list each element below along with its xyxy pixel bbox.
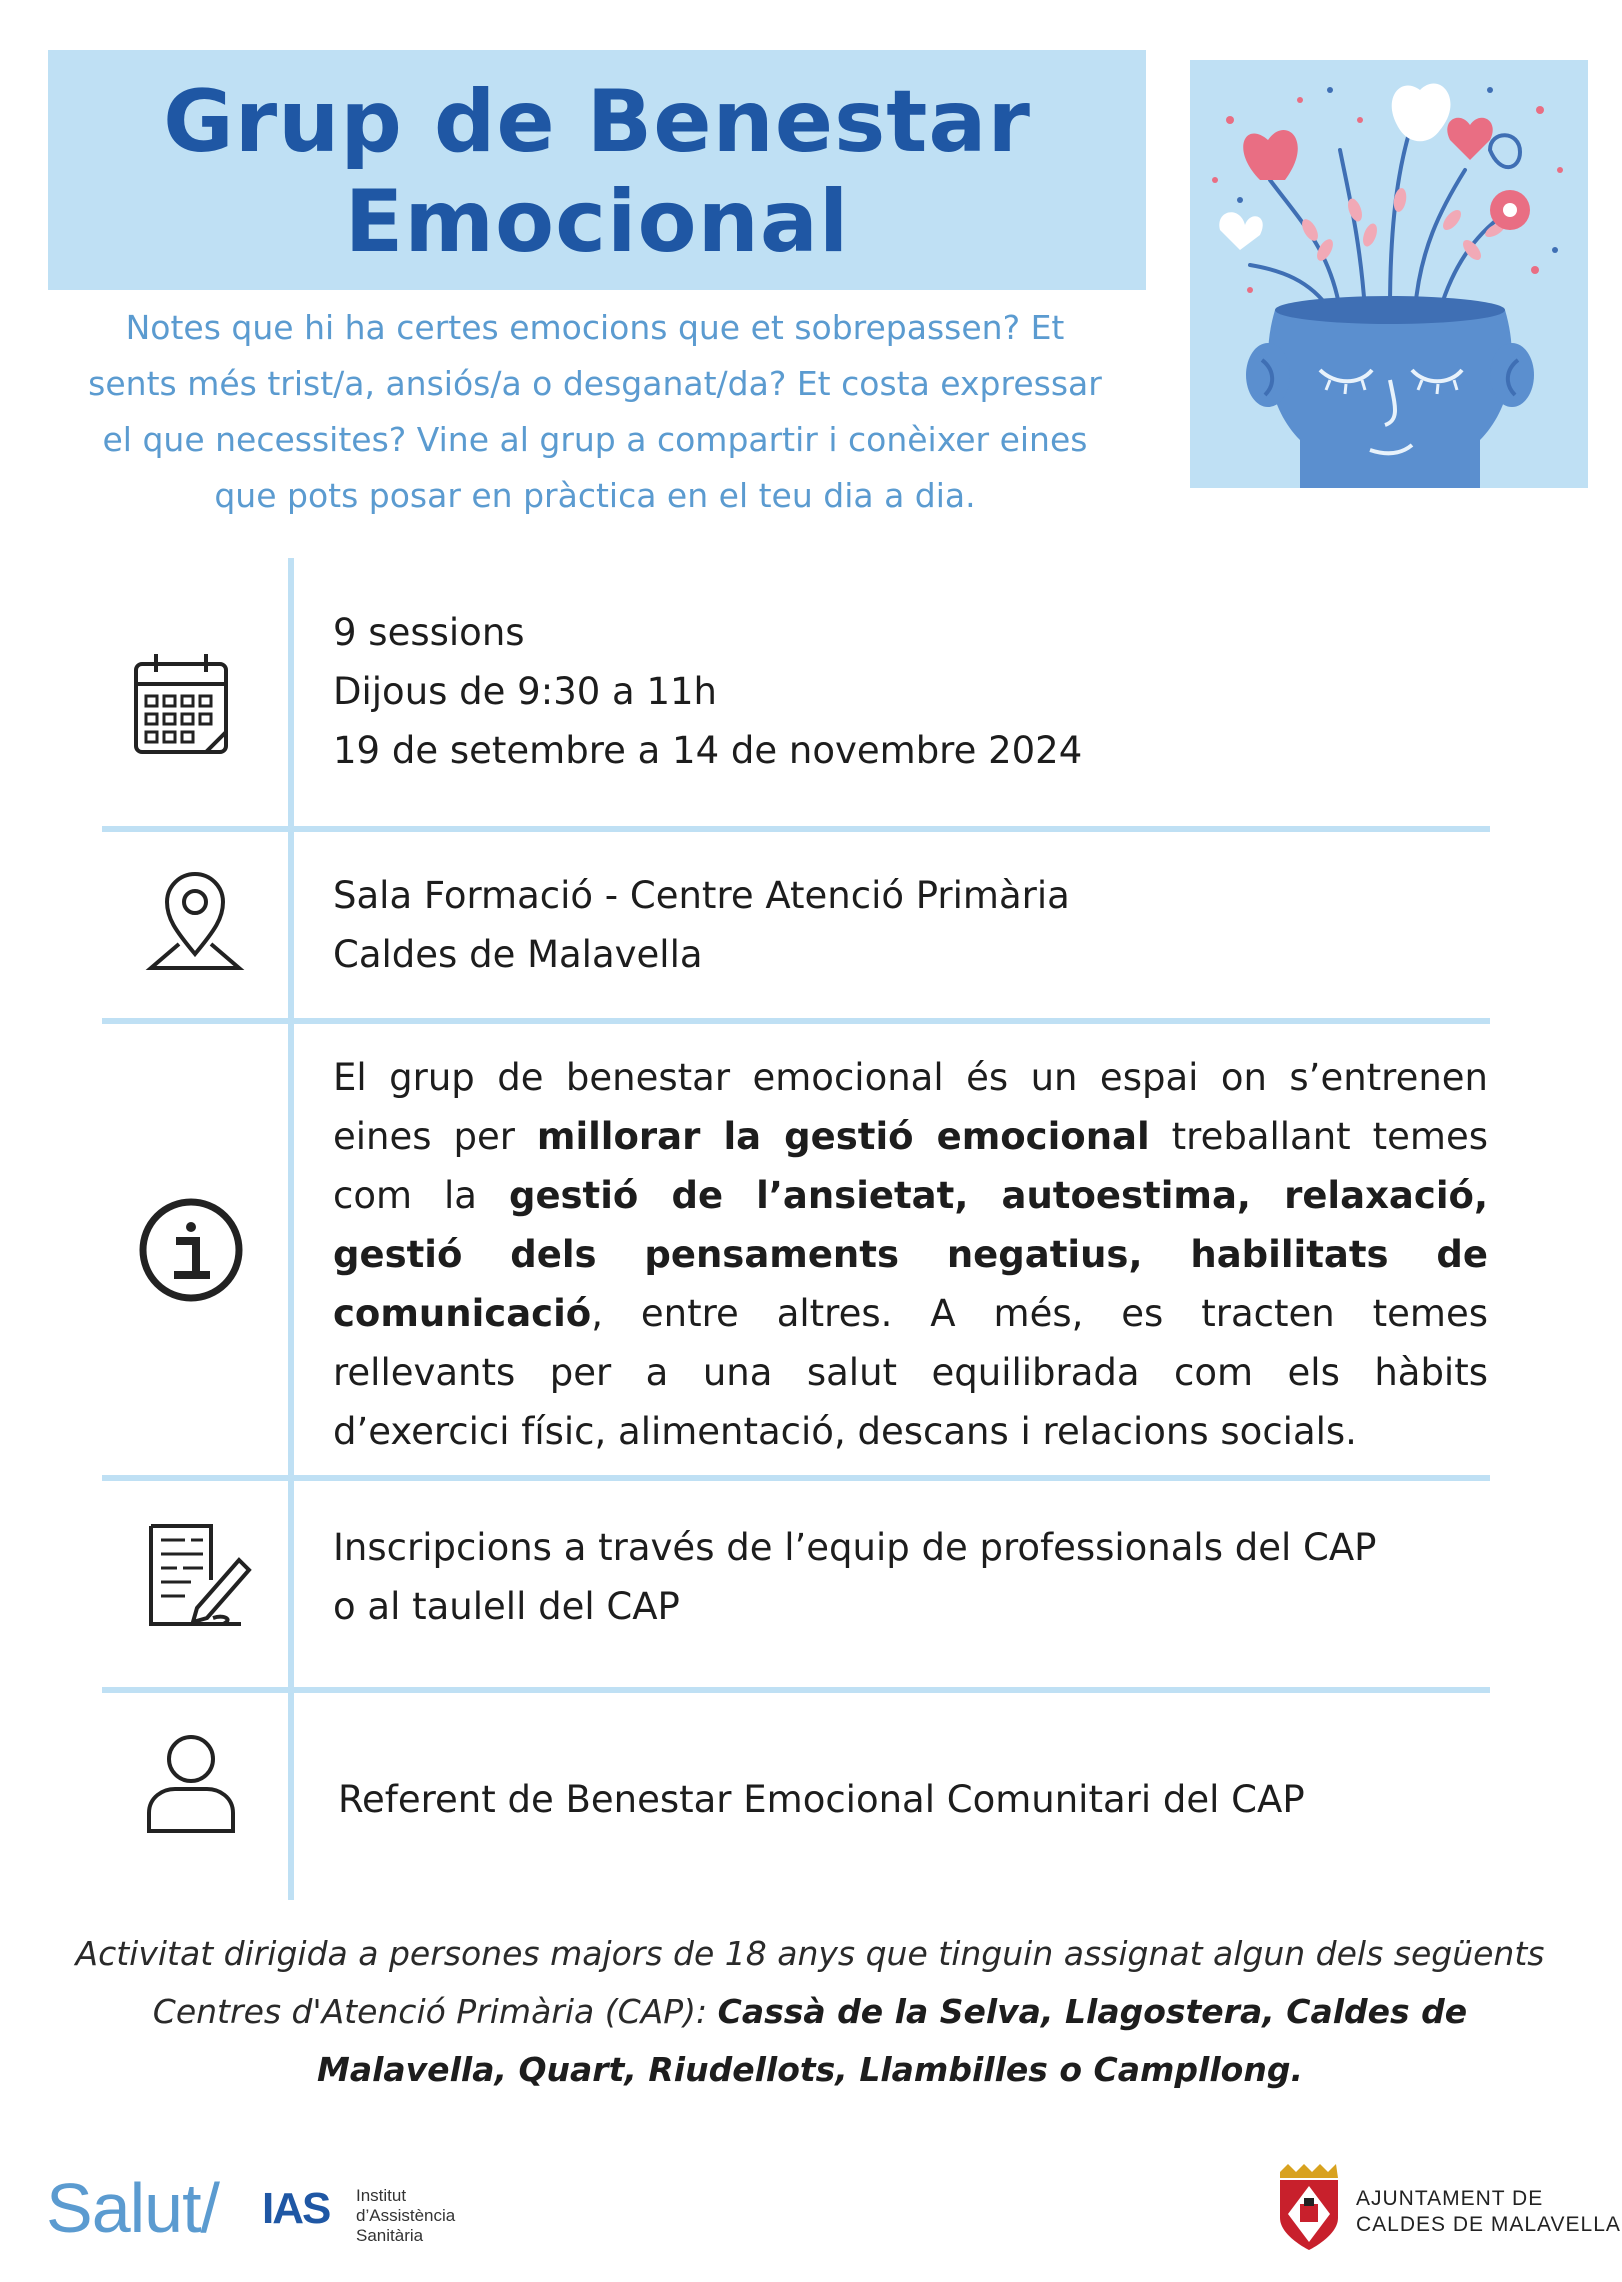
page-title: Grup de Benestar Emocional [163, 72, 1031, 272]
location-block [333, 866, 1488, 984]
intro-text: Notes que hi ha certes emocions que et sobrepassen? Et sents més trist/a, ansiós/a o desganat/da? Et costa expressar el que necessites? Vine al grup a compartir i conèixer eines que pots posar en pràctica en el teu dia a dia. [88, 308, 1102, 515]
ias-name: Institut d’Assistència Sanitària [356, 2186, 456, 2245]
registration-line2: o al taulell del CAP [333, 1585, 680, 1628]
ajuntament-name: AJUNTAMENT DE CALDES DE MALAVELLA [1356, 2187, 1621, 2236]
info-paragraph: El grup de benestar emocional és un espai on s’entrenen eines per millorar la gestió emocional treballant temes com la gestió de l’ansietat, autoestima, relaxació, gestió dels pensaments negatius, habilitats de comunicació, entre altres. A més, es tracten temes rellevants per a una salut equilibrada com els hàbits d’exercici físic, alimentació, descans i relacions socials. [333, 1056, 1488, 1453]
calendar-icon [132, 652, 232, 760]
vertical-divider [288, 558, 294, 1900]
referent-block [338, 1770, 1493, 1829]
horizontal-divider [102, 1018, 1490, 1024]
session-time: Dijous de 9:30 a 11h [333, 670, 718, 713]
registration-block [333, 1518, 1488, 1636]
title-banner [48, 50, 1146, 290]
document-pen-icon [145, 1520, 255, 1630]
person-icon [145, 1733, 237, 1835]
ias-logo: IAS [262, 2184, 330, 2233]
session-dates: 19 de setembre a 14 de novembre 2024 [333, 729, 1083, 772]
schedule-block [333, 603, 1488, 780]
audience-note: Activitat dirigida a persones majors de 18 anys que tinguin assignat algun dels següents Centres d'Atenció Primària (CAP): Cassà de la Selva, Llagostera, Caldes de Malavella, Quart, Riudellots, Llambilles o Campllong. [75, 1934, 1545, 2089]
location-room: Sala Formació - Centre Atenció Primària [333, 874, 1070, 917]
salut-logo: Salut/ [46, 2169, 219, 2247]
horizontal-divider [102, 1475, 1490, 1481]
coat-of-arms-icon [1272, 2162, 1346, 2252]
sessions-count: 9 sessions [333, 611, 525, 654]
registration-line1: Inscripcions a través de l’equip de professionals del CAP [333, 1526, 1377, 1569]
info-icon [136, 1195, 246, 1305]
head-with-flowers-illustration [1190, 60, 1588, 488]
location-town: Caldes de Malavella [333, 933, 703, 976]
referent-text: Referent de Benestar Emocional Comunitari del CAP [338, 1778, 1305, 1821]
horizontal-divider [102, 826, 1490, 832]
map-pin-icon [145, 868, 245, 978]
horizontal-divider [102, 1687, 1490, 1693]
